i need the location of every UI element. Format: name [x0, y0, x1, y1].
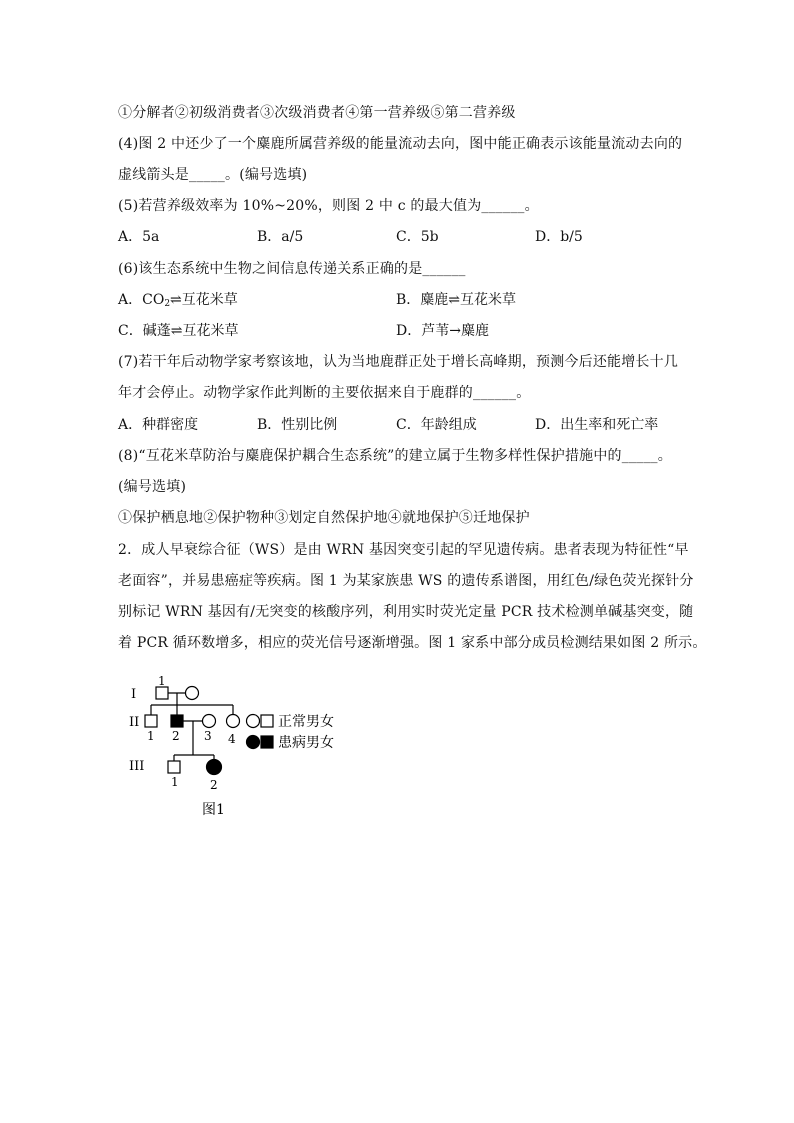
gen1-female-2	[186, 687, 199, 700]
legend-normal-female-icon	[247, 715, 260, 728]
q7-stem-line2: 年才会停止。动物学家作此判断的主要依据来自于鹿群的______。	[118, 385, 531, 401]
q6-option-c: C．碱蓬⇌互花米草	[118, 323, 239, 339]
q8-hint: (编号选填)	[118, 479, 187, 495]
q6-options-row1	[118, 291, 678, 309]
q8-items-line: ①保护栖息地②保护物种③划定自然保护地④就地保护⑤迁地保护	[118, 510, 530, 526]
q5-option-a: A．5a	[118, 229, 160, 245]
gen2-number-2: 2	[172, 729, 180, 743]
q2-stem-line1: 2．成人早衰综合征（WS）是由 WRN 基因突变引起的罕见遗传病。患者表现为特征性“早	[118, 542, 689, 558]
q6-option-a-prefix: A．CO	[118, 292, 165, 308]
q5-option-b: B．a/5	[257, 229, 304, 245]
q6-option-a-suffix: ⇌互花米草	[170, 292, 238, 308]
q6-option-a-subscript: 2	[164, 299, 171, 309]
q3-items-line: ①分解者②初级消费者③次级消费者④第一营养级⑤第二营养级	[118, 105, 516, 121]
q2-stem-line2: 老面容”，并易患癌症等疾病。图 1 为某家族患 WS 的遗传系谱图，用红色/绿色荧光探针分	[118, 573, 694, 589]
q6-option-d: D．芦苇→麋鹿	[396, 323, 489, 339]
gen2-number-1: 1	[147, 729, 155, 743]
legend-affected-label: 患病男女	[278, 735, 334, 751]
gen2-affected-male-2	[171, 715, 183, 727]
legend-normal-male-icon	[261, 715, 273, 727]
pedigree-chart	[128, 672, 368, 822]
gen2-female-4	[227, 715, 240, 728]
q2-stem-line4: 着 PCR 循环数增多，相应的荧光信号逐渐增强。图 1 家系中部分成员检测结果如图 2 所示。	[118, 635, 707, 651]
q5-option-c: C．5b	[396, 229, 439, 245]
q6-options-row2	[118, 322, 678, 340]
q8-stem: (8)“互花米草防治与麋鹿保护耦合生态系统”的建立属于生物多样性保护措施中的_____。	[118, 448, 672, 464]
q2-stem-line3: 别标记 WRN 基因有/无突变的核酸序列，利用实时荧光定量 PCR 技术检测单碱基突变，随	[118, 604, 694, 620]
q7-stem-line1: (7)若干年后动物学家考察该地，认为当地鹿群正处于增长高峰期，预测今后还能增长十几	[118, 354, 679, 370]
q5-options	[118, 228, 678, 246]
gen2-female-3	[203, 715, 216, 728]
legend-affected-male-icon	[261, 736, 273, 748]
q4-stem-line2: 虚线箭头是_____。(编号选填)	[118, 167, 308, 183]
gen-label-2: II	[129, 715, 140, 730]
gen1-male-1	[156, 687, 168, 699]
gen-label-3: III	[129, 759, 145, 774]
q6-option-a	[118, 291, 238, 309]
pedigree-lines	[151, 693, 233, 761]
q6-stem: (6)该生态系统中生物之间信息传递关系正确的是______	[118, 261, 466, 277]
q5-option-d: D．b/5	[535, 229, 583, 245]
gen3-number-2: 2	[210, 778, 218, 792]
q6-option-b: B．麋鹿⇌互花米草	[396, 292, 517, 308]
gen2-number-4: 4	[228, 732, 236, 746]
q4-stem-line1: (4)图 2 中还少了一个麋鹿所属营养级的能量流动去向，图中能正确表示该能量流动去向的	[118, 136, 683, 152]
gen-label-1: I	[131, 687, 137, 702]
gen3-number-1: 1	[171, 775, 179, 789]
legend-normal-label: 正常男女	[278, 714, 334, 730]
q7-option-c: C．年龄组成	[396, 417, 477, 433]
q7-options	[118, 416, 678, 434]
gen3-male-1	[168, 761, 180, 773]
q7-option-d: D．出生率和死亡率	[535, 417, 659, 433]
gen1-number-1: 1	[158, 674, 166, 688]
q7-option-a: A．种群密度	[118, 417, 199, 433]
legend-affected-female-icon	[247, 736, 260, 749]
gen2-number-3: 3	[204, 729, 212, 743]
figure1-caption: 图1	[202, 802, 225, 818]
q7-option-b: B．性别比例	[257, 417, 338, 433]
q5-stem: (5)若营养级效率为 10%~20%，则图 2 中 c 的最大值为______。	[118, 198, 539, 214]
gen2-male-1	[145, 715, 157, 727]
gen3-affected-female-2	[207, 760, 222, 775]
